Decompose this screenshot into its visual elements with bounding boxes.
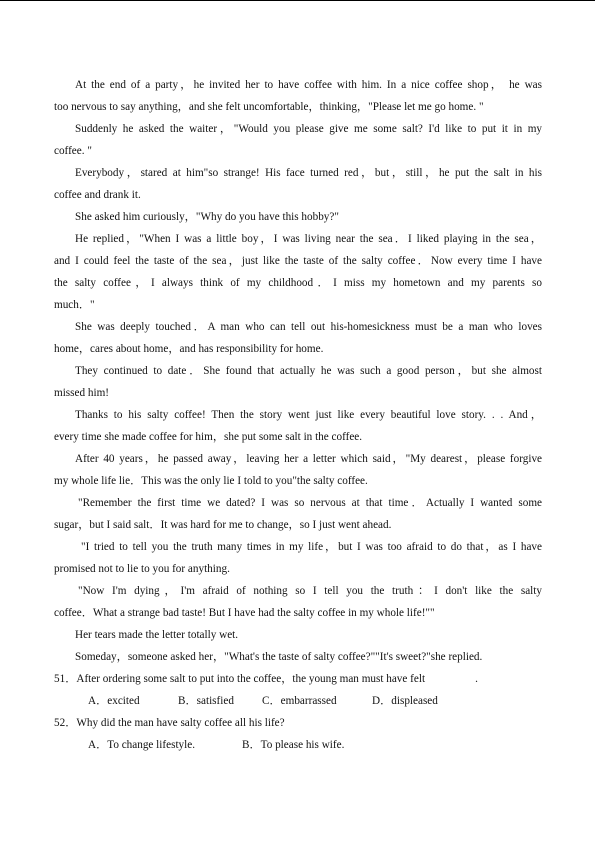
passage-line: the salty coffee，I always think of my childhood．I miss my hometown and my parents so [54, 277, 542, 289]
top-border-rule [0, 0, 595, 1]
passage-line: He replied，"When I was a little boy，I was living near the sea．I liked playing in the sea， [75, 233, 542, 245]
passage-line: missed him! [54, 387, 110, 399]
passage-line: Someday，someone asked her，"What's the taste of salty coffee?""It's sweet?"she replied. [75, 651, 483, 663]
passage-line: much．" [54, 299, 95, 311]
option-c: C．embarrassed [262, 695, 337, 707]
passage-line: Her tears made the letter totally wet. [75, 629, 239, 641]
passage-line: every time she made coffee for him，she put some salt in the coffee. [54, 431, 363, 443]
question-stem-text: 51．After ordering some salt to put into the coffee，the young man must have felt [54, 673, 426, 685]
option-b: B．To please his wife. [242, 739, 345, 751]
passage-line: coffee. " [54, 145, 92, 157]
passage-line: too nervous to say anything，and she felt uncomfortable，thinking，"Please let me go home. " [54, 101, 484, 113]
passage-line: home，cares about home，and has responsibility for home. [54, 343, 324, 355]
option-d: D．displeased [372, 695, 438, 707]
passage-line: "I tried to tell you the truth many times in my life，but I was too afraid to do that，as I have [81, 541, 542, 553]
passage-line: promised not to lie to you for anything. [54, 563, 230, 575]
passage-line: Everybody，stared at him"so strange! His face turned red，but，still，he put the salt in his [75, 167, 542, 179]
passage-line: After 40 years，he passed away，leaving her a letter which said，"My dearest，please forgive [75, 453, 542, 465]
passage-line: and I could feel the taste of the sea，just like the taste of the salty coffee．Now every time I have [54, 255, 542, 267]
passage-line: sugar，but I said salt．It was hard for me to change，so I just went ahead. [54, 519, 392, 531]
passage-line: At the end of a party，he invited her to have coffee with him. In a nice coffee shop， he was [75, 79, 542, 91]
passage-line: coffee．What a strange bad taste! But I have had the salty coffee in my whole life!"" [54, 607, 435, 619]
question-52-options [54, 738, 542, 760]
passage-line: They continued to date．She found that actually he was such a good person，but she almost [75, 365, 542, 377]
question-51-options [54, 694, 542, 716]
passage-line: "Remember the first time we dated? I was so nervous at that time．Actually I wanted some [78, 497, 542, 509]
option-a: A．excited [88, 695, 140, 707]
passage-line: Thanks to his salty coffee! Then the story went just like every beautiful love story. . . And， [75, 409, 542, 421]
passage-line: Suddenly he asked the waiter，"Would you please give me some salt? I'd like to put it in my [75, 123, 542, 135]
passage-line: "Now I'm dying，I'm afraid of nothing so I tell you the truth：I don't like the salty [78, 585, 542, 597]
option-b: B．satisfied [178, 695, 234, 707]
passage-line: coffee and drank it. [54, 189, 141, 201]
passage-line: She was deeply touched．A man who can tell out his-homesickness must be a man who loves [75, 321, 542, 333]
option-a: A．To change lifestyle. [88, 739, 196, 751]
question-51-stem [54, 672, 542, 694]
question-stem-end: . [475, 673, 478, 685]
question-52-stem: 52．Why did the man have salty coffee all his life? [54, 717, 285, 729]
passage-line: She asked him curiously，"Why do you have this hobby?" [75, 211, 339, 223]
document-body [54, 78, 542, 760]
passage-line: my whole life lie．This was the only lie I told to you"the salty coffee. [54, 475, 368, 487]
